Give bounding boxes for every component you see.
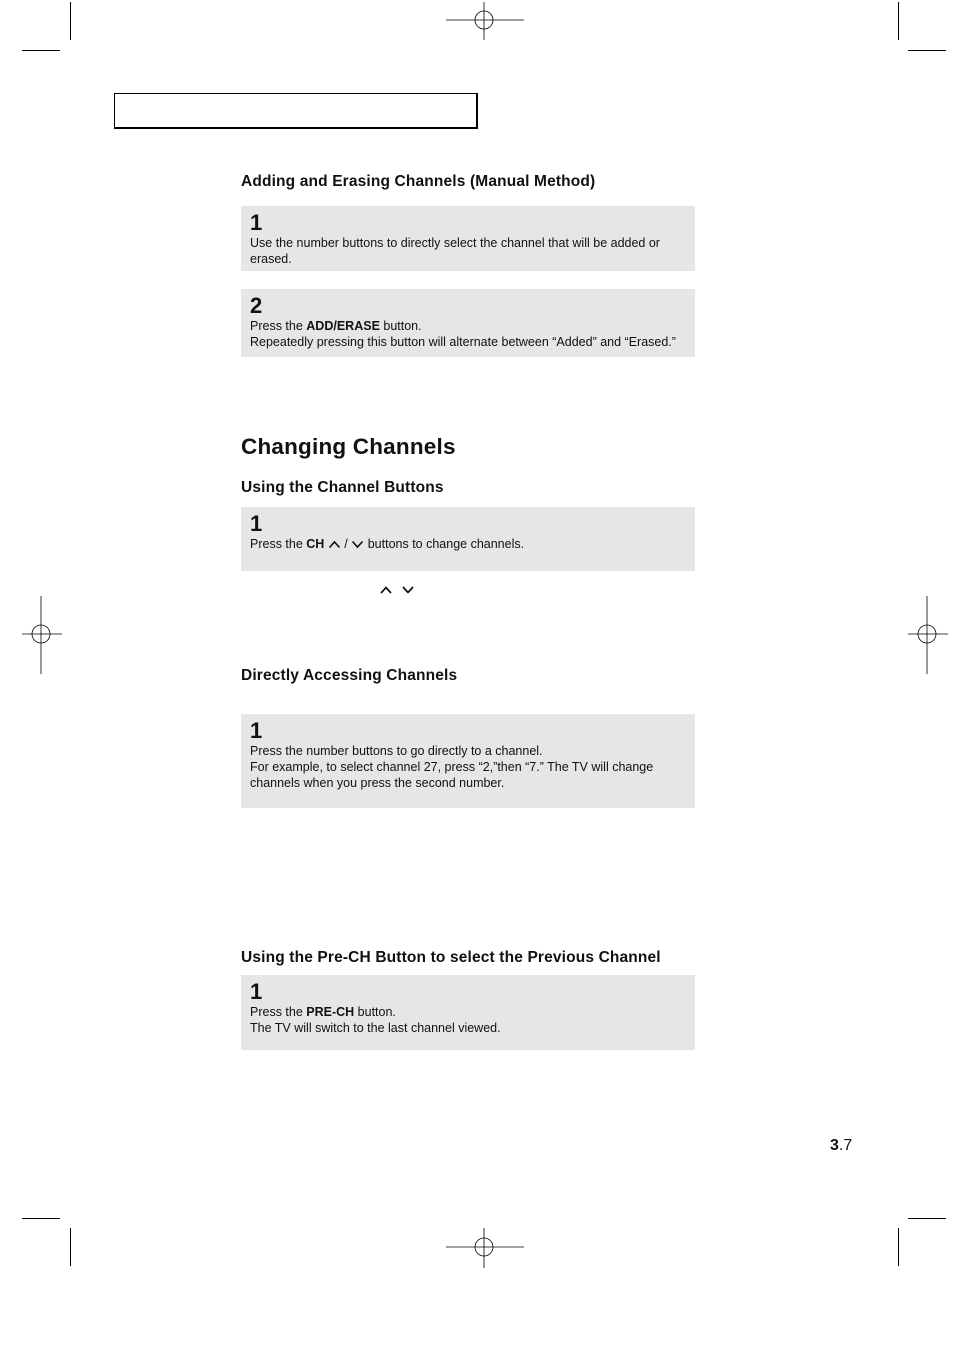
crop-mark xyxy=(70,1228,71,1266)
header-box xyxy=(114,93,478,129)
chevron-up-icon xyxy=(379,585,393,595)
registration-mark-icon xyxy=(446,1228,524,1268)
button-name: CH xyxy=(306,537,325,551)
section-heading-channel-buttons: Using the Channel Buttons xyxy=(241,479,444,496)
crop-mark xyxy=(898,1228,899,1266)
step-number: 1 xyxy=(250,511,263,536)
crop-mark xyxy=(908,1218,946,1219)
step-number: 1 xyxy=(250,210,263,235)
crop-mark xyxy=(908,50,946,51)
registration-mark-icon xyxy=(446,2,524,40)
step-text: For example, to select channel 27, press “2,”then “7.” The TV will change channels when you press the second number. xyxy=(250,760,654,790)
step-number: 1 xyxy=(250,718,263,743)
step-box xyxy=(241,975,695,1050)
chevron-down-icon xyxy=(401,585,415,595)
step-text: Press the CH / buttons to change channels. xyxy=(250,537,525,551)
step-text: Repeatedly pressing this button will alternate between “Added” and “Erased.” xyxy=(250,335,676,349)
crop-mark xyxy=(22,1218,60,1219)
step-box xyxy=(241,714,695,808)
step-text: Press the ADD/ERASE button. xyxy=(250,319,422,333)
chevron-down-icon xyxy=(351,540,364,549)
section-heading-adding-erasing: Adding and Erasing Channels (Manual Method) xyxy=(241,173,596,190)
step-box xyxy=(241,507,695,571)
step-box xyxy=(241,289,695,357)
step-box xyxy=(241,206,695,271)
page-number: 3.7 xyxy=(830,1137,853,1154)
step-text: The TV will switch to the last channel viewed. xyxy=(250,1021,501,1035)
crop-mark xyxy=(70,2,71,40)
crop-mark xyxy=(898,2,899,40)
step-text: Press the PRE-CH button. xyxy=(250,1005,396,1019)
crop-mark xyxy=(22,50,60,51)
section-heading-directly-accessing: Directly Accessing Channels xyxy=(241,667,458,684)
button-name: PRE-CH xyxy=(306,1005,355,1019)
section-heading-pre-ch: Using the Pre-CH Button to select the Previous Channel xyxy=(241,949,661,966)
step-text: Use the number buttons to directly select the channel that will be added or erased. xyxy=(250,236,660,266)
step-number: 1 xyxy=(250,979,263,1004)
page-title: Changing Channels xyxy=(241,434,456,459)
registration-mark-icon xyxy=(22,596,62,674)
step-number: 2 xyxy=(250,293,263,318)
chevron-up-icon xyxy=(328,540,341,549)
step-text: Press the number buttons to go directly to a channel. xyxy=(250,744,543,758)
registration-mark-icon xyxy=(908,596,948,674)
button-name: ADD/ERASE xyxy=(306,319,380,333)
